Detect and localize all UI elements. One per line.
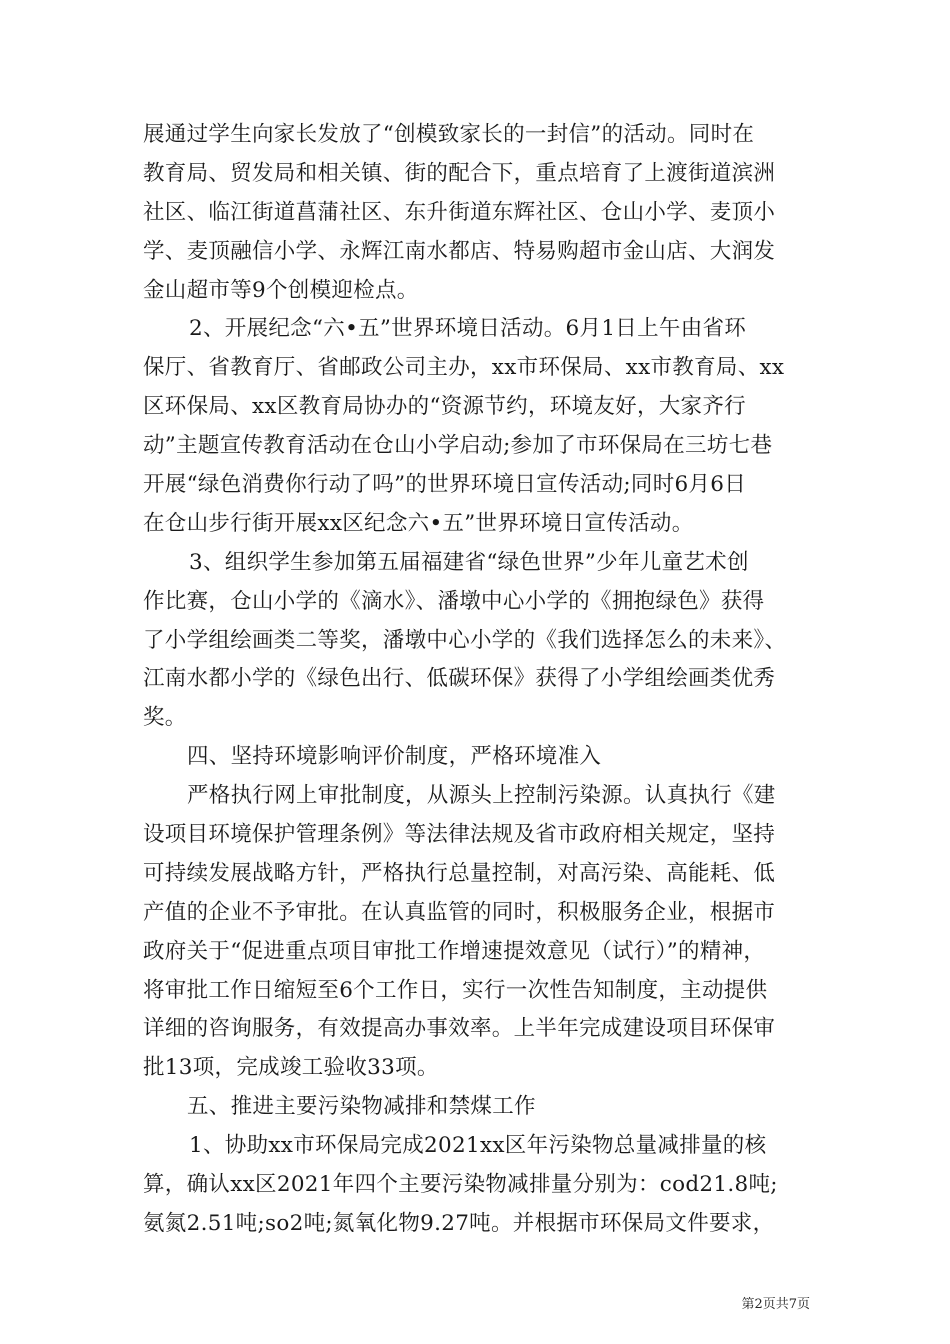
text-line: 金山超市等9个创模迎检点。 [143, 277, 419, 303]
text-line: 可持续发展战略方针，严格执行总量控制，对高污染、高能耗、低 [143, 860, 776, 886]
text-line: 详细的咨询服务，有效提高办事效率。上半年完成建设项目环保审 [143, 1016, 776, 1042]
text-line: 奖。 [143, 705, 187, 731]
document-body [143, 116, 823, 1244]
text-line: 将审批工作日缩短至6个工作日，实行一次性告知制度，主动提供 [143, 977, 768, 1003]
paragraph-first-line: 1、协助xx市环保局完成2021xx区年污染物总量减排量的核 [189, 1133, 767, 1159]
text-line: 批13项，完成竣工验收33项。 [143, 1055, 439, 1081]
text-line: 社区、临江街道菖蒲社区、东升街道东辉社区、仓山小学、麦顶小 [143, 199, 776, 225]
text-line: 政府关于“促进重点项目审批工作增速提效意见（试行）”的精神， [143, 938, 766, 964]
text-line: 学、麦顶融信小学、永辉江南水都店、特易购超市金山店、大润发 [143, 238, 776, 264]
text-line: 动”主题宣传教育活动在仓山小学启动;参加了市环保局在三坊七巷 [143, 433, 773, 459]
text-line: 氨氮2.51吨;so2吨;氮氧化物9.27吨。并根据市环保局文件要求， [143, 1210, 775, 1236]
text-line: 江南水都小学的《绿色出行、低碳环保》获得了小学组绘画类优秀 [143, 666, 776, 692]
text-line: 产值的企业不予审批。在认真监管的同时，积极服务企业，根据市 [143, 899, 776, 925]
text-line: 算，确认xx区2021年四个主要污染物减排量分别为：cod21.8吨; [143, 1172, 778, 1198]
text-line: 展通过学生向家长发放了“创模致家长的一封信”的活动。同时在 [143, 122, 755, 147]
paragraph-first-line: 2、开展纪念“六•五”世界环境日活动。6月1日上午由省环 [189, 316, 747, 342]
text-line: 开展“绿色消费你行动了吗”的世界环境日宣传活动;同时6月6日 [143, 472, 747, 498]
paragraph-first-line: 3、组织学生参加第五届福建省“绿色世界”少年儿童艺术创 [189, 549, 749, 575]
text-line: 设项目环境保护管理条例》等法律法规及省市政府相关规定，坚持 [143, 822, 776, 848]
section-heading: 五、推进主要污染物减排和禁煤工作 [187, 1094, 536, 1120]
text-line: 在仓山步行街开展xx区纪念六•五”世界环境日宣传活动。 [143, 510, 694, 536]
text-line: 区环保局、xx区教育局协办的“资源节约，环境友好，大家齐行 [143, 394, 746, 420]
section-heading: 四、坚持环境影响评价制度，严格环境准入 [187, 744, 602, 770]
paragraph-first-line: 严格执行网上审批制度，从源头上控制污染源。认真执行《建 [187, 783, 776, 809]
text-line: 教育局、贸发局和相关镇、街的配合下，重点培育了上渡街道滨洲 [143, 160, 776, 186]
text-line: 了小学组绘画类二等奖，潘墩中心小学的《我们选择怎么的未来》、 [143, 627, 787, 653]
page-number: 第2页共7页 [741, 1297, 810, 1312]
text-line: 保厅、省教育厅、省邮政公司主办，xx市环保局、xx市教育局、xx [143, 355, 785, 381]
text-line: 作比赛，仓山小学的《滴水》、潘墩中心小学的《拥抱绿色》获得 [143, 588, 765, 614]
